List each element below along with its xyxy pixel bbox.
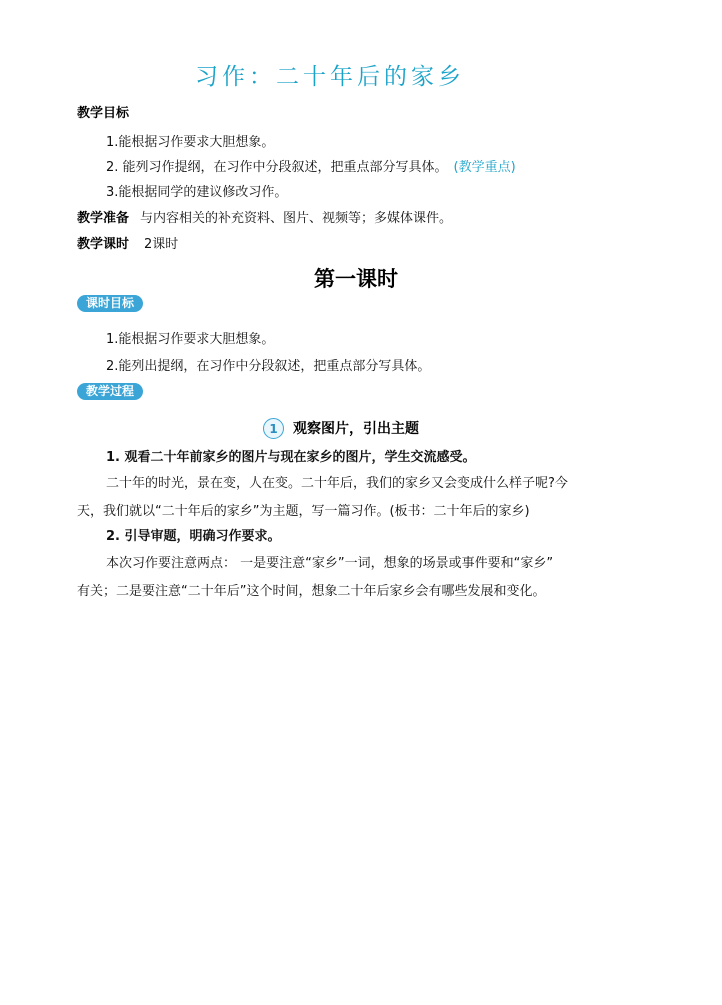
step-sub-heading-1: 1. 观看二十年前家乡的图片与现在家乡的图片，学生交流感受。 bbox=[106, 450, 476, 465]
preparation-row bbox=[77, 207, 452, 226]
objective-item-2 bbox=[106, 156, 516, 175]
period-goal-item-1: 1.能根据习作要求大胆想象。 bbox=[106, 332, 275, 347]
page-title: 习作：二十年后的家乡 bbox=[195, 64, 465, 90]
step-title: 观察图片，引出主题 bbox=[293, 421, 419, 437]
step-paragraph-1-line-1: 二十年的时光，景在变，人在变。二十年后，我们的家乡又会变成什么样子呢?今 bbox=[106, 476, 568, 491]
periods-text: 2课时 bbox=[144, 237, 179, 252]
preparation-text: 与内容相关的补充资料、图片、视频等；多媒体课件。 bbox=[140, 211, 453, 226]
step-paragraph-2-line-2: 有关；二是要注意“二十年后”这个时间，想象二十年后家乡会有哪些发展和变化。 bbox=[77, 584, 546, 599]
step-paragraph-1-line-2: 天，我们就以“二十年后的家乡”为主题，写一篇习作。(板书：二十年后的家乡) bbox=[77, 504, 530, 519]
periods-label: 教学课时 bbox=[77, 237, 130, 252]
process-badge: 教学过程 bbox=[77, 383, 143, 400]
objective-item-1: 1.能根据习作要求大胆想象。 bbox=[106, 135, 275, 150]
lesson-title: 第一课时 bbox=[314, 266, 398, 291]
step-sub-heading-2: 2. 引导审题，明确习作要求。 bbox=[106, 529, 281, 544]
objectives-label: 教学目标 bbox=[77, 106, 130, 121]
preparation-label: 教学准备 bbox=[77, 211, 130, 226]
step-number-badge: 1 bbox=[263, 418, 284, 439]
objective-item-3: 3.能根据同学的建议修改习作。 bbox=[106, 185, 288, 200]
key-point-note: (教学重点) bbox=[453, 160, 516, 175]
periods-row bbox=[77, 233, 178, 252]
step-paragraph-2-line-1: 本次习作要注意两点： 一是要注意“家乡”一词，想象的场景或事件要和“家乡” bbox=[106, 556, 554, 571]
period-goal-item-2: 2.能列出提纲，在习作中分段叙述，把重点部分写具体。 bbox=[106, 359, 431, 374]
period-goals-badge: 课时目标 bbox=[77, 295, 143, 312]
objective-item-2-text: 2. 能列习作提纲，在习作中分段叙述，把重点部分写具体。 bbox=[106, 160, 448, 175]
